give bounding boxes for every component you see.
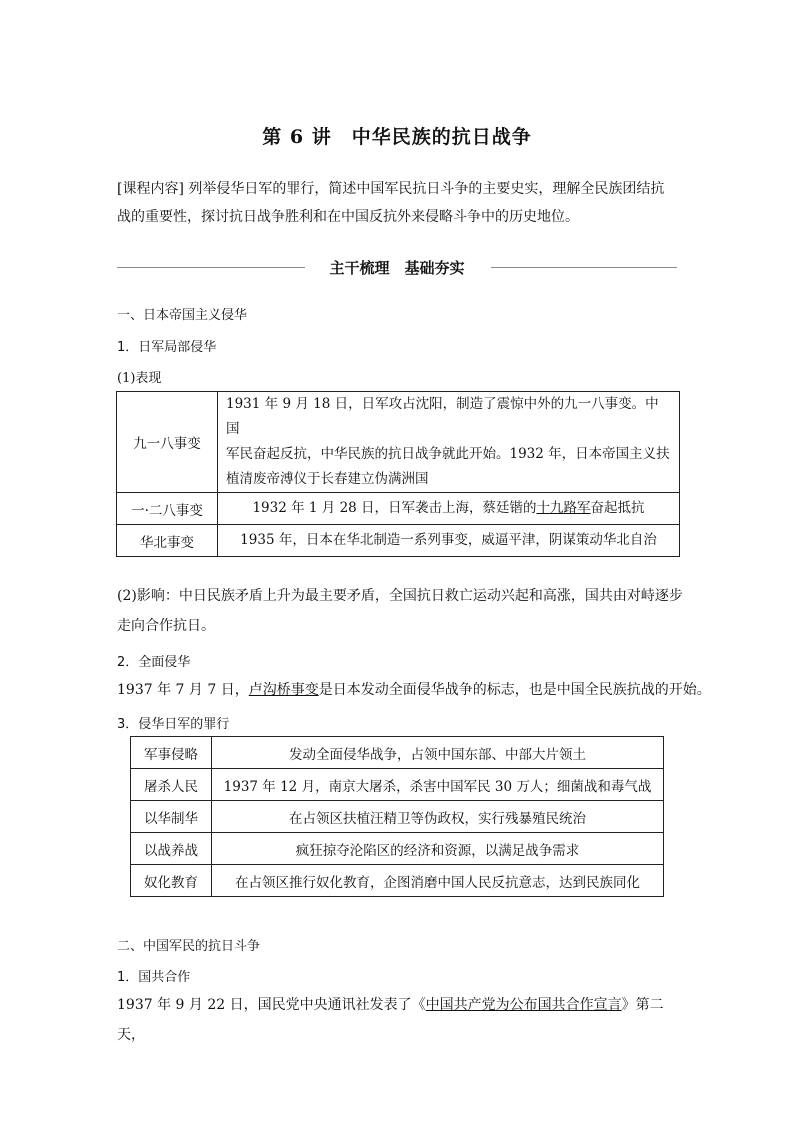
paragraph-text: 1937 年 7 月 7 日， — [117, 682, 249, 698]
table-value: 在占领区扶植汪精卫等伪政权，实行残暴殖民统治 — [212, 801, 664, 833]
subheading-1-2: 2．全面侵华 — [117, 655, 191, 670]
table-crimes — [130, 736, 664, 897]
page-title: 第 6 讲 中华民族的抗日战争 — [262, 126, 532, 148]
table-value — [218, 493, 680, 525]
table-value — [218, 392, 680, 493]
cooperation-paragraph — [117, 990, 687, 1050]
underlined-term: 卢沟桥事变 — [248, 682, 319, 698]
paragraph-text: 是日本发动全面侵华战争的标志，也是中国全民族抗战的开始。 — [318, 682, 711, 698]
table-row — [131, 769, 664, 801]
influence-line-1: (2)影响：中日民族矛盾上升为最主要矛盾，全国抗日救亡运动兴起和高涨，国共由对峙逐步 — [117, 588, 683, 604]
table-key: 华北事变 — [117, 525, 218, 557]
table-key: 军事侵略 — [131, 737, 212, 769]
underlined-term: 中国共产党为公布国共合作宣言 — [425, 997, 622, 1013]
table-key: 屠杀人民 — [131, 769, 212, 801]
table-value-line: 军民奋起反抗，中华民族的抗日战争就此开始。1932 年，日本帝国主义扶 — [226, 446, 670, 462]
influence-line-2: 走向合作抗日。 — [117, 618, 215, 634]
table-value-line: 1931 年 9 月 18 日，日军攻占沈阳，制造了震惊中外的九一八事变。中国 — [226, 396, 659, 437]
table-value: 疯狂掠夺沦陷区的经济和资源，以满足战争需求 — [212, 833, 664, 865]
paragraph-text: 》第二天， — [117, 997, 664, 1043]
table-key: 九一八事变 — [117, 392, 218, 493]
table-key: 以战养战 — [131, 833, 212, 865]
table-value: 在占领区推行奴化教育，企图消磨中国人民反抗意志，达到民族同化 — [212, 865, 664, 897]
table-row — [117, 392, 680, 493]
table-row — [117, 493, 680, 525]
section-divider-title: 主干梳理 基础夯实 — [329, 259, 465, 277]
table-value-text: 奋起抵抗 — [590, 500, 645, 516]
section-heading-1: 一、日本帝国主义侵华 — [117, 308, 248, 323]
table-value: 1937 年 12 月，南京大屠杀，杀害中国军民 30 万人；细菌战和毒气战 — [212, 769, 664, 801]
full-invasion-paragraph — [117, 675, 717, 705]
course-content-label: [课程内容] — [117, 181, 184, 197]
paragraph-text: 1937 年 9 月 22 日，国民党中央通讯社发表了《 — [117, 997, 426, 1013]
underlined-term: 十九路军 — [536, 500, 591, 516]
course-content-text-1: 列举侵华日军的罪行，简述中国军民抗日斗争的主要史实，理解全民族团结抗 — [188, 181, 665, 197]
section-heading-2: 二、中国军民的抗日斗争 — [117, 939, 261, 954]
table-value-text: 1932 年 1 月 28 日，日军袭击上海，蔡廷锴的 — [252, 500, 537, 516]
subheading-1-3: 3．侵华日军的罪行 — [117, 717, 230, 732]
table-value: 1935 年，日本在华北制造一系列事变，威逼平津，阴谋策动华北自治 — [218, 525, 680, 557]
table-row — [131, 865, 664, 897]
table-row — [117, 525, 680, 557]
table-row — [131, 801, 664, 833]
table-key: 以华制华 — [131, 801, 212, 833]
divider-line-right — [491, 267, 677, 268]
table-value-line: 植清废帝溥仪于长春建立伪满洲国 — [226, 471, 429, 487]
course-content-line-1 — [117, 176, 679, 202]
table-local-invasion — [116, 391, 680, 557]
subheading-1-1a: (1)表现 — [117, 371, 162, 386]
table-key: 奴化教育 — [131, 865, 212, 897]
table-row — [131, 833, 664, 865]
table-row — [131, 737, 664, 769]
table-value: 发动全面侵华战争，占领中国东部、中部大片领土 — [212, 737, 664, 769]
subheading-1-1: 1．日军局部侵华 — [117, 340, 217, 355]
subheading-2-1: 1．国共合作 — [117, 970, 191, 985]
course-content-line-2: 战的重要性，探讨抗日战争胜利和在中国反抗外来侵略斗争中的历史地位。 — [117, 209, 579, 225]
table-key: 一·二八事变 — [117, 493, 218, 525]
